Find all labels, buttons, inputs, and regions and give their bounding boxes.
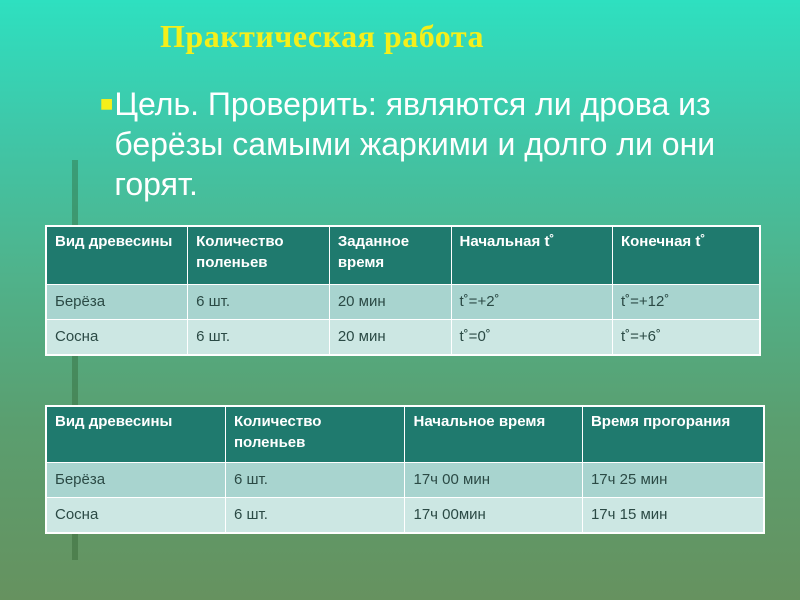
table-cell: t˚=+6˚	[612, 319, 760, 355]
table-row	[46, 319, 760, 355]
table-cell: Сосна	[46, 319, 188, 355]
goal-text: Цель. Проверить: являются ли дрова из берёзы самыми жаркими и долго ли они горят.	[114, 86, 716, 202]
bullet-icon: ■	[100, 91, 114, 116]
table-cell: 20 мин	[329, 319, 451, 355]
table-cell: t˚=0˚	[451, 319, 612, 355]
table-header-cell: Вид древесины	[46, 406, 225, 462]
table-header-cell: Начальное время	[405, 406, 582, 462]
table-header-cell: Количество поленьев	[225, 406, 405, 462]
experiment-table-2	[45, 405, 765, 534]
table-cell: 6 шт.	[188, 319, 330, 355]
table-header-cell: Вид древесины	[46, 226, 188, 284]
table-header-row	[46, 406, 764, 462]
table-cell: t˚=+2˚	[451, 284, 612, 319]
table-header-cell: Заданное время	[329, 226, 451, 284]
table-cell: Сосна	[46, 497, 225, 533]
table-cell: 17ч 00мин	[405, 497, 582, 533]
table-header-cell: Время прогорания	[582, 406, 764, 462]
table-cell: 17ч 15 мин	[582, 497, 764, 533]
table-row	[46, 284, 760, 319]
table-header-cell: Конечная t˚	[612, 226, 760, 284]
table-cell: 6 шт.	[225, 497, 405, 533]
table-cell: Берёза	[46, 284, 188, 319]
table-cell: 17ч 00 мин	[405, 462, 582, 497]
slide-title: Практическая работа	[160, 18, 484, 54]
table-cell: 6 шт.	[225, 462, 405, 497]
goal-bullet	[100, 84, 780, 204]
table-cell: Берёза	[46, 462, 225, 497]
table-header-cell: Количество поленьев	[188, 226, 330, 284]
experiment-table-1	[45, 225, 761, 356]
table-header-row	[46, 226, 760, 284]
table-cell: t˚=+12˚	[612, 284, 760, 319]
table-cell: 20 мин	[329, 284, 451, 319]
table-header-cell: Начальная t˚	[451, 226, 612, 284]
table-cell: 6 шт.	[188, 284, 330, 319]
table-row	[46, 497, 764, 533]
table-cell: 17ч 25 мин	[582, 462, 764, 497]
table-row	[46, 462, 764, 497]
